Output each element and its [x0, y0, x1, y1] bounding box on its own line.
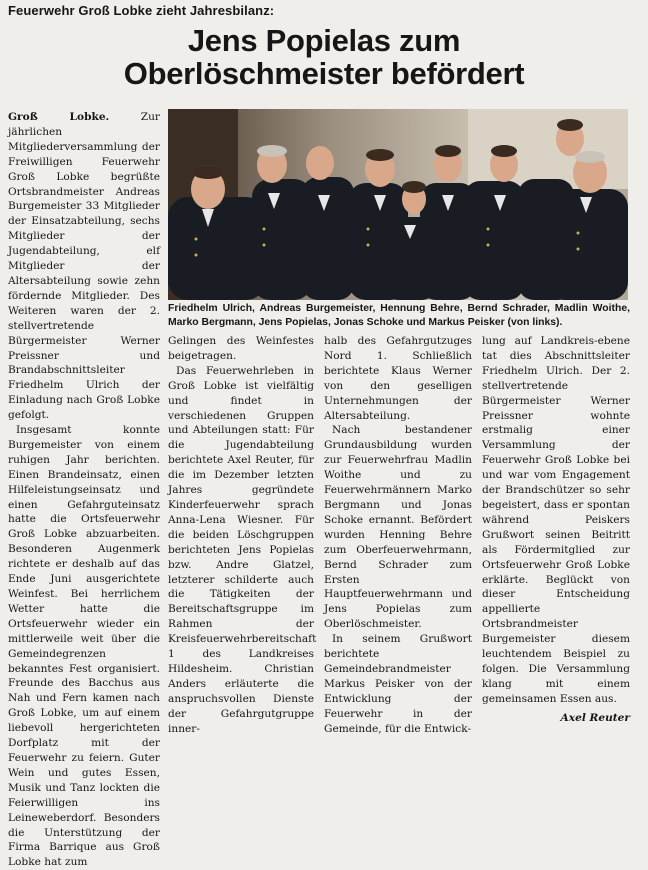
col1-paragraph-1 — [8, 110, 160, 423]
text-column-1 — [8, 110, 160, 870]
group-photo — [168, 109, 628, 300]
dateline: Groß Lobke. — [8, 111, 110, 123]
photo-caption: Friedhelm Ulrich, Andreas Burgemeister, Hennung Behre, Bernd Schrader, Madlin Woithe, Marko Bergmann, Jens Popielas, Jonas Schoke und Markus Peisker (von links). — [168, 303, 630, 328]
col1-paragraph-2: Insgesamt konnte Burgemeister von einem ruhigen Jahr berichten. Einen Brandeinsatz, einen Hilfeleistungseinsatz und einen Gefahrguteinsatz hatte die Ortsfeuerwehr Groß Lobke abzuarbeiten. Besonderen Augenmerk richtete er deshalb auf das Ende Juni ausgerichtete Weinfest. Bei herrlichem Wetter hatte die Ortsfeuerwehr wieder ein mittlerweile weit über die Gemeindegrenzen bekanntes Fest organisiert. Freunde des Bacchus aus Nah und Fern kamen nach Groß Lobke, um auf einem liebevoll hergerichteten Dorfplatz mit der Feuerwehr zu feiern. Guter Wein und gutes Essen, Musik und Tanz lockten die Feierwilligen ins Leineweberdorf. Besonders die Unterstützung der Firma Barrique aus Groß Lobke hat zum — [8, 424, 160, 869]
text-column-3 — [324, 334, 472, 736]
headline-line-1: Jens Popielas zum — [187, 23, 461, 58]
col3-paragraph-3: In seinem Grußwort berichtete Gemeindebrandmeister Markus Peisker von der Entwicklung der Feuerwehr in der Gemeinde, für die Entwick- — [324, 633, 472, 735]
article-headline — [0, 24, 648, 90]
author-byline: Axel Reuter — [560, 711, 630, 724]
text-column-2 — [168, 334, 317, 736]
col3-paragraph-1: halb des Gefahrgutzuges Nord 1. Schließlich berichtete Klaus Werner von den geselligen Unternehmungen der Altersabteilung. — [324, 335, 472, 422]
article-kicker: Feuerwehr Groß Lobke zieht Jahresbilanz: — [8, 3, 275, 18]
col3-paragraph-2: Nach bestandener Grundausbildung wurden zur Feuerwehrfrau Madlin Woithe und zu Feuerwehrmännern Marko Bergmann und Jonas Schoke ernannt. Befördert wurden Henning Behre zum Oberfeuerwehrmann, Bernd Schrader zum Ersten Hauptfeuerwehrmann und Jens Popielas zum Oberlöschmeister. — [324, 424, 472, 631]
col2-paragraph-1: Gelingen des Weinfestes beigetragen. — [168, 335, 314, 362]
col4-paragraph-1: lung auf Landkreis-ebene tat dies Abschnittsleiter Friedhelm Ulrich. Der 2. stellvertretende Bürgermeister Werner Preissner wohnte erstmalig einer Versammlung der Feuerwehr Groß Lobke bei und war vom Engagement der Brandschützer so sehr begeistert, dass er spontan während Peiskers Grußwort seinen Beitritt als Fördermitglied zur Ortsfeuerwehr Groß Lobke erklärte. Beglückt von dieser Entscheidung appellierte Ortsbrandmeister Burgemeister diesem leuchtendem Beispiel zu folgen. Die Versammlung klang mit einem gemeinsamen Essen aus. — [482, 335, 630, 705]
text-column-4 — [482, 334, 630, 726]
headline-line-2: Oberlöschmeister befördert — [123, 56, 525, 91]
col1-paragraph-1-text: Zur jährlichen Mitgliederversammlung der Freiwilligen Feuerwehr Groß Lobke begrüßte Ortsbrandmeister Andreas Burgemeister 33 Mitglieder der Einsatzabteilung, sechs Mitglieder der Jugendabteilung, elf Mitglieder der Altersabteilung sowie zehn fördernde Mitglieder. Des Weiteren waren der 2. stellvertretende Bürgermeister Werner Preissner und Brandabschnittsleiter Friedhelm Ulrich der Einladung nach Groß Lobke gefolgt. — [8, 111, 160, 422]
col2-paragraph-2: Das Feuerwehrleben in Groß Lobke ist vielfältig und findet in verschiedenen Gruppen und Abteilungen statt: Für die Jugendabteilung berichtete Axel Reuter, für die im Dezember letzten Jahres gegründete Kinderfeuerwehr sprach Anna-Lena Wiesner. Für die beiden Löschgruppen berichteten Jens Popielas bzw. Andre Glatzel, letzterer schilderte auch die Tätigkeiten der Bereitschaftsgruppe im Rahmen der Kreisfeuerwehrbereitschaft 1 des Landkreises Hildesheim. Christian Anders erläuterte die anspruchsvollen Dienste der Gefahrgutgruppe inner- — [168, 364, 317, 735]
